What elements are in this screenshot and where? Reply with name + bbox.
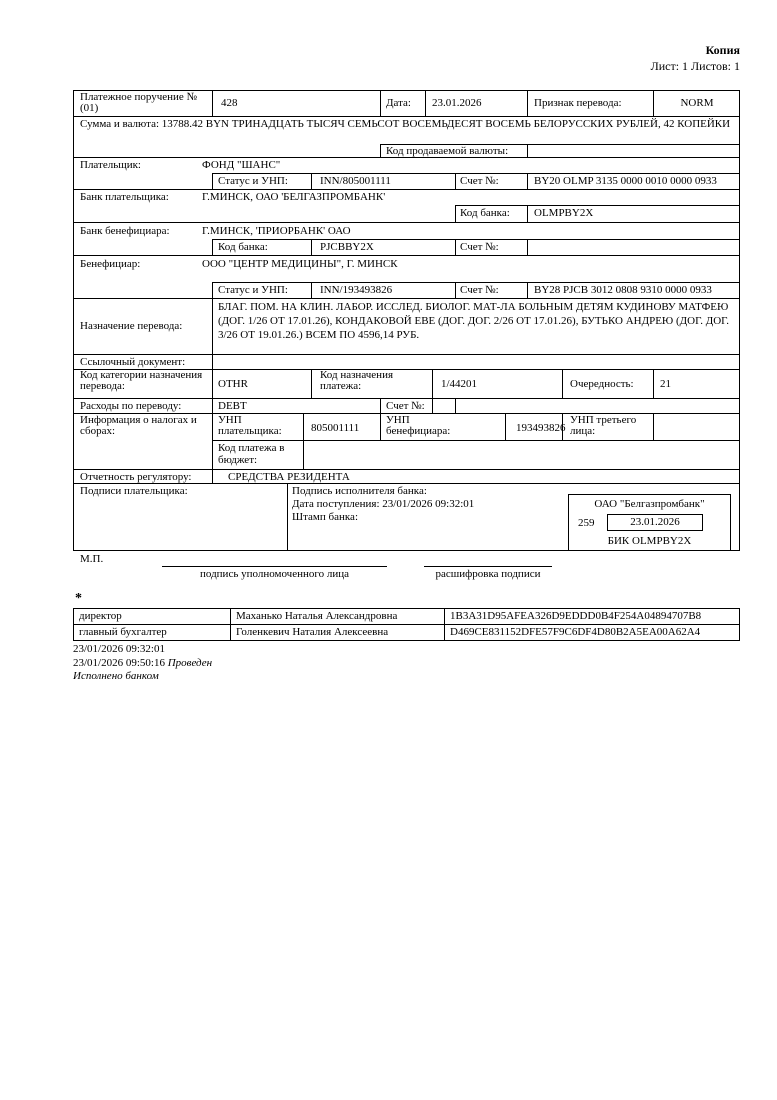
payer-bank-code: OLMPBY2X	[534, 207, 594, 219]
footer-time: 23/01/2026 09:50:16	[73, 657, 165, 669]
payer-label: Плательщик:	[80, 159, 141, 171]
beneficiary-status-label: Статус и УНП:	[218, 284, 288, 296]
order-number: 428	[221, 97, 238, 109]
payer-status: INN/805001111	[320, 175, 391, 187]
asterisk-mark: *	[75, 591, 82, 606]
signer-hash: D469CE831152DFE57F9C6DF4D80B2A5EA00A62A4	[450, 626, 701, 638]
payer-unp-label: УНП плательщика:	[218, 414, 282, 437]
payer-status-label: Статус и УНП:	[218, 175, 288, 187]
beneficiary-unp: 193493826	[516, 422, 566, 434]
stamp-bank-name: ОАО "Белгазпромбанк"	[594, 498, 705, 510]
payer-bank-name: Г.МИНСК, ОАО 'БЕЛГАЗПРОМБАНК'	[202, 191, 386, 203]
beneficiary-bank-code: PJCBBY2X	[320, 241, 374, 253]
expenses-value: DEBT	[218, 400, 247, 412]
budget-code-label: Код платежа в бюджет:	[218, 442, 285, 466]
beneficiary-unp-label: УНП бенефициара:	[386, 414, 451, 437]
stamp-label: Штамп банка:	[292, 511, 358, 523]
beneficiary-account: BY28 PJCB 3012 0808 9310 0000 0933	[534, 284, 712, 296]
third-unp-label: УНП третьего лица:	[570, 414, 637, 437]
beneficiary-status: INN/193493826	[320, 284, 393, 296]
beneficiary-account-label: Счет №:	[460, 284, 499, 296]
signer-role: директор	[79, 610, 122, 622]
priority-value: 21	[660, 378, 671, 390]
signer-hash: 1B3A31D95AFEA326D9EDDD0B4F254A04894707B8	[450, 610, 702, 622]
regulator-value: СРЕДСТВА РЕЗИДЕНТА	[228, 471, 350, 483]
payer-bank-label: Банк плательщика:	[80, 191, 169, 203]
signer-role: главный бухгалтер	[79, 626, 167, 638]
purpose-code: 1/44201	[441, 378, 478, 390]
reference-label: Ссылочный документ:	[80, 356, 186, 368]
footer-status: Проведен	[167, 657, 213, 669]
sheet-label: Лист: 1 Листов: 1	[650, 59, 740, 73]
expenses-account-label: Счет №:	[386, 400, 425, 412]
payer-name: ФОНД "ШАНС"	[202, 159, 281, 171]
expenses-label: Расходы по переводу:	[80, 400, 182, 412]
payer-account-label: Счет №:	[460, 175, 499, 187]
copy-label: Копия	[705, 43, 740, 57]
authorized-signature-caption: подпись уполномоченного лица	[200, 568, 349, 580]
footer-line-1: 23/01/2026 09:32:01	[73, 643, 165, 655]
category-value: OTHR	[218, 378, 248, 390]
payer-signatures-label: Подписи плательщика:	[80, 485, 188, 497]
transfer-sign-label: Признак перевода:	[534, 97, 622, 109]
beneficiary-bank-label: Банк бенефициара:	[80, 225, 170, 237]
decode-signature-caption: расшифровка подписи	[435, 568, 541, 580]
stamp-date: 23.01.2026	[630, 516, 680, 528]
payer-account: BY20 OLMP 3135 0000 0010 0000 0933	[534, 175, 717, 187]
stamp-bik: БИК OLMPBY2X	[607, 535, 692, 547]
mp-label: М.П.	[80, 553, 104, 565]
footer-line-3: Исполнено банком	[73, 670, 159, 682]
received-label: Дата поступления: 23/01/2026 09:32:01	[292, 498, 475, 510]
transfer-sign: NORM	[680, 97, 714, 109]
executor-label: Подпись исполнителя банка:	[292, 485, 427, 497]
stamp-number: 259	[578, 517, 595, 529]
signer-name: Голенкевич Наталия Алексеевна	[236, 626, 389, 638]
purpose-text: БЛАГ. ПОМ. НА КЛИН. ЛАБОР. ИССЛЕД. БИОЛОГ. МАТ-ЛА БОЛЬНЫМ ДЕТЯМ КУДИНОВУ МАТФЕЮ (ДОГ. 1/26 ОТ 17.01.26), КОНДАКОВОЙ ЕВЕ (ДОГ. ДОГ. 2/26 ОТ 17.01.26), БУТЬКО АНДРЕЮ (ДОГ. ДОГ. 3/26 ОТ 19.01.26.) ВСЕМ ПО 4596,14 РУБ.	[218, 301, 730, 341]
payer-unp: 805001111	[311, 422, 360, 434]
sold-currency-label: Код продаваемой валюты:	[386, 145, 509, 157]
purpose-code-label: Код назначения платежа:	[320, 369, 394, 392]
beneficiary-name: ООО "ЦЕНТР МЕДИЦИНЫ", Г. МИНСК	[202, 258, 398, 270]
purpose-label: Назначение перевода:	[80, 320, 183, 332]
beneficiary-bank-name: Г.МИНСК, 'ПРИОРБАНК' ОАО	[202, 225, 351, 237]
signer-name: Маханько Наталья Александровна	[236, 610, 398, 622]
regulator-label: Отчетность регулятору:	[80, 471, 192, 483]
beneficiary-bank-account-label: Счет №:	[460, 241, 499, 253]
taxes-label: Информация о налогах и сборах:	[80, 414, 197, 437]
order-title-label: Платежное поручение № (01)	[80, 91, 198, 114]
beneficiary-bank-code-label: Код банка:	[218, 241, 268, 253]
order-date: 23.01.2026	[432, 97, 482, 109]
category-label: Код категории назначения перевода:	[80, 369, 203, 392]
footer-line-2	[73, 657, 212, 670]
order-date-label: Дата:	[386, 97, 411, 109]
priority-label: Очередность:	[570, 378, 634, 390]
amount-text: Сумма и валюта: 13788.42 BYN ТРИНАДЦАТЬ ТЫСЯЧ СЕМЬСОТ ВОСЕМЬДЕСЯТ ВОСЕМЬ БЕЛОРУССКИХ РУБЛЕЙ, 42 КОПЕЙКИ	[80, 118, 731, 130]
beneficiary-label: Бенефициар:	[80, 258, 141, 270]
payer-bank-code-label: Код банка:	[460, 207, 510, 219]
